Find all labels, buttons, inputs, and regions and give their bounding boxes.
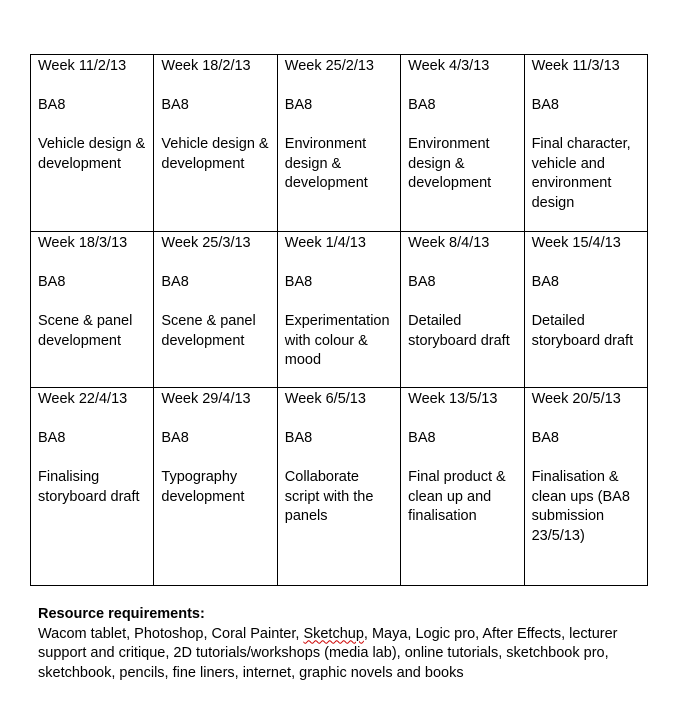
week-label: Week 22/4/13 — [38, 391, 128, 407]
resource-requirements-text — [38, 625, 648, 684]
week-label: Week 25/3/13 — [161, 235, 251, 251]
schedule-cell — [277, 55, 400, 232]
task-description: Experimentation with colour & mood — [284, 313, 390, 368]
week-label: Week 6/5/13 — [284, 391, 366, 407]
week-label: Week 8/4/13 — [408, 235, 490, 251]
unit-code: BA8 — [284, 274, 313, 290]
task-description: Scene & panel development — [161, 313, 256, 349]
unit-code: BA8 — [531, 274, 559, 290]
unit-code: BA8 — [38, 274, 66, 290]
week-label: Week 18/2/13 — [161, 58, 251, 74]
task-description: Detailed storyboard draft — [531, 313, 634, 349]
unit-code: BA8 — [408, 274, 436, 290]
schedule-row — [31, 232, 648, 388]
schedule-cell — [154, 55, 277, 232]
schedule-cell — [31, 55, 154, 232]
task-description: Scene & panel development — [38, 313, 133, 349]
task-description: Collaborate script with the panels — [284, 469, 374, 524]
schedule-cell — [524, 55, 647, 232]
schedule-cell — [31, 388, 154, 586]
unit-code: BA8 — [161, 274, 189, 290]
unit-code: BA8 — [531, 97, 559, 113]
resource-requirements-title: Resource requirements: — [38, 606, 205, 622]
task-description: Final product & clean up and finalisation — [408, 469, 506, 524]
week-label: Week 11/2/13 — [38, 58, 127, 74]
task-description: Environment design & development — [284, 136, 368, 191]
schedule-cell — [524, 232, 647, 388]
task-description: Finalising storyboard draft — [38, 469, 140, 505]
resource-text-end: , Maya, Logic pro, After Effects, lecturer support and critique, 2D tutorials/workshops (media lab), online tutorials, sketchbook pro, sketchbook, pencils, fine liners, internet, graphic novels and books — [38, 625, 618, 681]
unit-code: BA8 — [161, 97, 189, 113]
task-description: Finalisation & clean ups (BA8 submission 23/5/13) — [531, 469, 630, 544]
schedule-cell — [401, 55, 524, 232]
task-description: Environment design & development — [408, 136, 492, 191]
week-label: Week 4/3/13 — [408, 58, 490, 74]
week-label: Week 18/3/13 — [38, 235, 128, 251]
schedule-cell — [31, 232, 154, 388]
task-description: Detailed storyboard draft — [408, 313, 510, 349]
schedule-cell — [154, 232, 277, 388]
schedule-table — [30, 54, 648, 586]
unit-code: BA8 — [284, 430, 313, 446]
week-label: Week 15/4/13 — [531, 235, 621, 251]
week-label: Week 20/5/13 — [531, 391, 621, 407]
task-description: Vehicle design & development — [161, 136, 269, 172]
schedule-cell — [154, 388, 277, 586]
task-description: Vehicle design & development — [38, 136, 146, 172]
resource-requirements — [38, 605, 648, 683]
schedule-cell — [401, 232, 524, 388]
week-label: Week 13/5/13 — [408, 391, 498, 407]
spellcheck-flagged-word[interactable]: Sketchup — [303, 625, 364, 642]
unit-code: BA8 — [161, 430, 189, 446]
week-label: Week 25/2/13 — [284, 58, 374, 74]
unit-code: BA8 — [531, 430, 559, 446]
unit-code: BA8 — [408, 430, 436, 446]
schedule-cell — [401, 388, 524, 586]
unit-code: BA8 — [38, 97, 66, 113]
unit-code: BA8 — [284, 97, 313, 113]
task-description: Typography development — [161, 469, 245, 505]
schedule-cell — [524, 388, 647, 586]
unit-code: BA8 — [408, 97, 436, 113]
week-label: Week 1/4/13 — [284, 235, 366, 251]
week-label: Week 29/4/13 — [161, 391, 251, 407]
schedule-cell — [277, 388, 400, 586]
schedule-row — [31, 388, 648, 586]
resource-text-start: Wacom tablet, Photoshop, Coral Painter, — [38, 625, 304, 642]
task-description: Final character, vehicle and environment design — [531, 136, 631, 211]
schedule-cell — [277, 232, 400, 388]
week-label: Week 11/3/13 — [531, 58, 620, 74]
unit-code: BA8 — [38, 430, 66, 446]
schedule-row — [31, 55, 648, 232]
